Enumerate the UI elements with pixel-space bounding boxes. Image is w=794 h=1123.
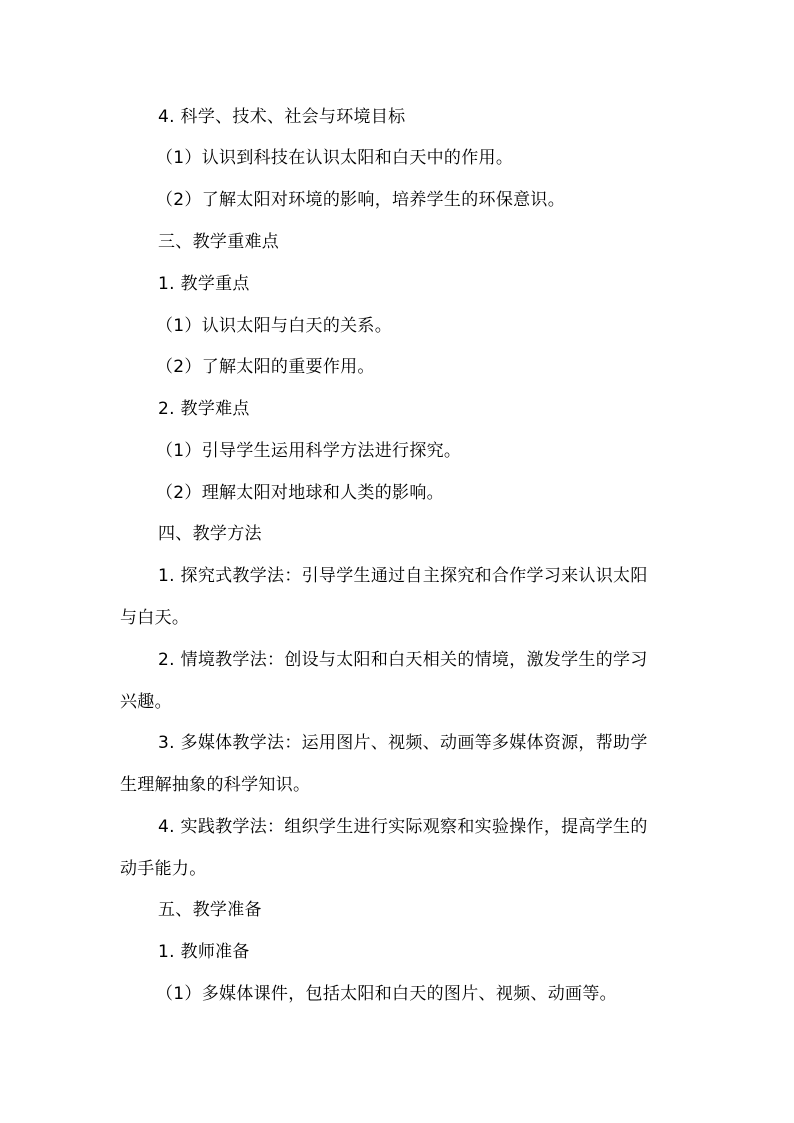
paragraph-line: 1. 探究式教学法：引导学生通过自主探究和合作学习来认识太阳 [158,566,648,586]
list-item: （2）了解太阳的重要作用。 [156,357,375,377]
list-item: （1）多媒体课件，包括太阳和白天的图片、视频、动画等。 [156,984,617,1004]
subheading: 1. 教师准备 [158,942,250,962]
heading-goal-4: 4. 科学、技术、社会与环境目标 [158,107,406,127]
list-item: （1）认识到科技在认识太阳和白天中的作用。 [156,148,514,168]
paragraph-line: 与白天。 [120,608,190,628]
section-heading: 三、教学重难点 [158,232,280,252]
list-item: （1）引导学生运用科学方法进行探究。 [156,441,462,461]
paragraph-line: 生理解抽象的科学知识。 [120,775,311,795]
paragraph-line: 动手能力。 [120,859,207,879]
paragraph-line: 3. 多媒体教学法：运用图片、视频、动画等多媒体资源，帮助学 [158,733,648,753]
subheading: 1. 教学重点 [158,274,250,294]
section-heading: 五、教学准备 [158,900,262,920]
paragraph-line: 兴趣。 [120,692,172,712]
list-item: （2）了解太阳对环境的影响，培养学生的环保意识。 [156,190,566,210]
paragraph-line: 2. 情境教学法：创设与太阳和白天相关的情境，激发学生的学习 [158,650,648,670]
list-item: （2）理解太阳对地球和人类的影响。 [156,483,444,503]
list-item: （1）认识太阳与白天的关系。 [156,316,393,336]
paragraph-line: 4. 实践教学法：组织学生进行实际观察和实验操作，提高学生的 [158,817,648,837]
section-heading: 四、教学方法 [158,524,262,544]
subheading: 2. 教学难点 [158,399,250,419]
